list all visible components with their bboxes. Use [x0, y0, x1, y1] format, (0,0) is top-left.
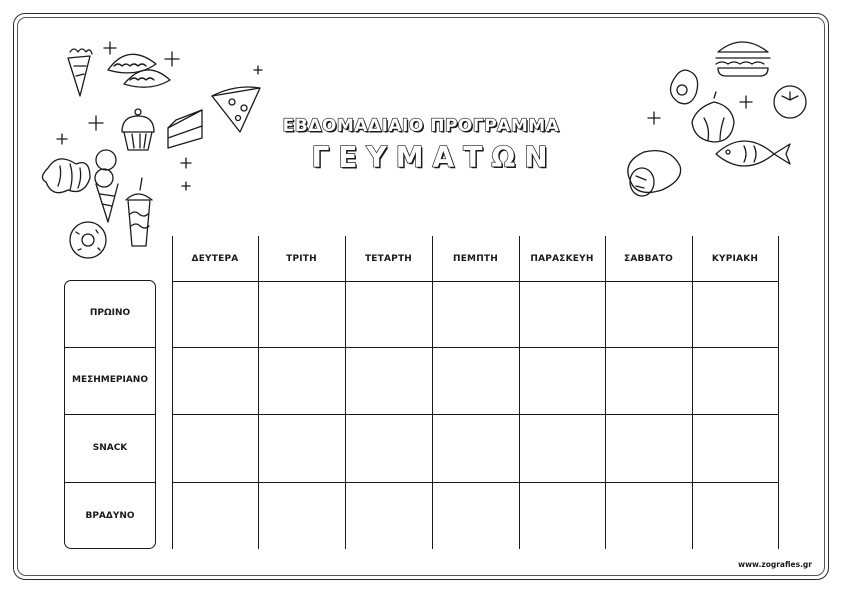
grid-line: [605, 236, 606, 549]
day-header-sunday: ΚΥΡΙΑΚΗ: [711, 254, 759, 264]
donut-icon: [70, 222, 106, 258]
grid-line: [432, 236, 433, 549]
grid-line: [519, 236, 520, 549]
grid-line: [692, 236, 693, 549]
day-header-friday: ΠΑΡΑΣΚΕΥΗ: [530, 254, 594, 264]
tomato-icon: [774, 86, 806, 118]
day-header-thursday: ΠΕΜΠΤΗ: [452, 254, 499, 264]
meal-divider: [64, 347, 156, 348]
meal-label-lunch: ΜΕΣΗΜΕΡΙΑΝΟ: [72, 375, 148, 385]
grid-line: [172, 482, 779, 483]
day-header-tuesday: ΤΡΙΤΗ: [286, 254, 317, 264]
grid-line: [172, 236, 173, 549]
burger-icon: [716, 42, 770, 76]
meal-label-snack: SNACK: [92, 443, 128, 453]
avocado-icon: [670, 70, 697, 104]
day-header-monday: ΔΕΥΤΕΡΑ: [191, 254, 239, 264]
meal-label-breakfast: ΠΡΩΙΝΟ: [89, 308, 131, 318]
smoothie-icon: [126, 178, 152, 246]
grid-line: [778, 236, 779, 549]
meal-divider: [64, 414, 156, 415]
day-header-saturday: ΣΑΒΒΑΤΟ: [624, 254, 673, 264]
footer-url: www.zografies.gr: [738, 560, 812, 569]
crepe-icon: [68, 49, 92, 96]
empanada-icon: [108, 54, 170, 87]
meal-label-dinner: ΒΡΑΔΥΝΟ: [85, 511, 135, 521]
day-header-wednesday: ΤΕΤΑΡΤΗ: [364, 254, 413, 264]
grid-line: [345, 236, 346, 549]
meal-divider: [64, 482, 156, 483]
grid-line: [258, 236, 259, 549]
page-title: ΕΒΔΟΜΑΔΙΑΙΟ ΠΡΟΓΡΑΜΜΑ: [282, 116, 560, 136]
grid-line: [172, 414, 779, 415]
page-subtitle: ΓΕΥΜΑΤΩΝ: [311, 141, 557, 174]
grid-line: [172, 347, 779, 348]
